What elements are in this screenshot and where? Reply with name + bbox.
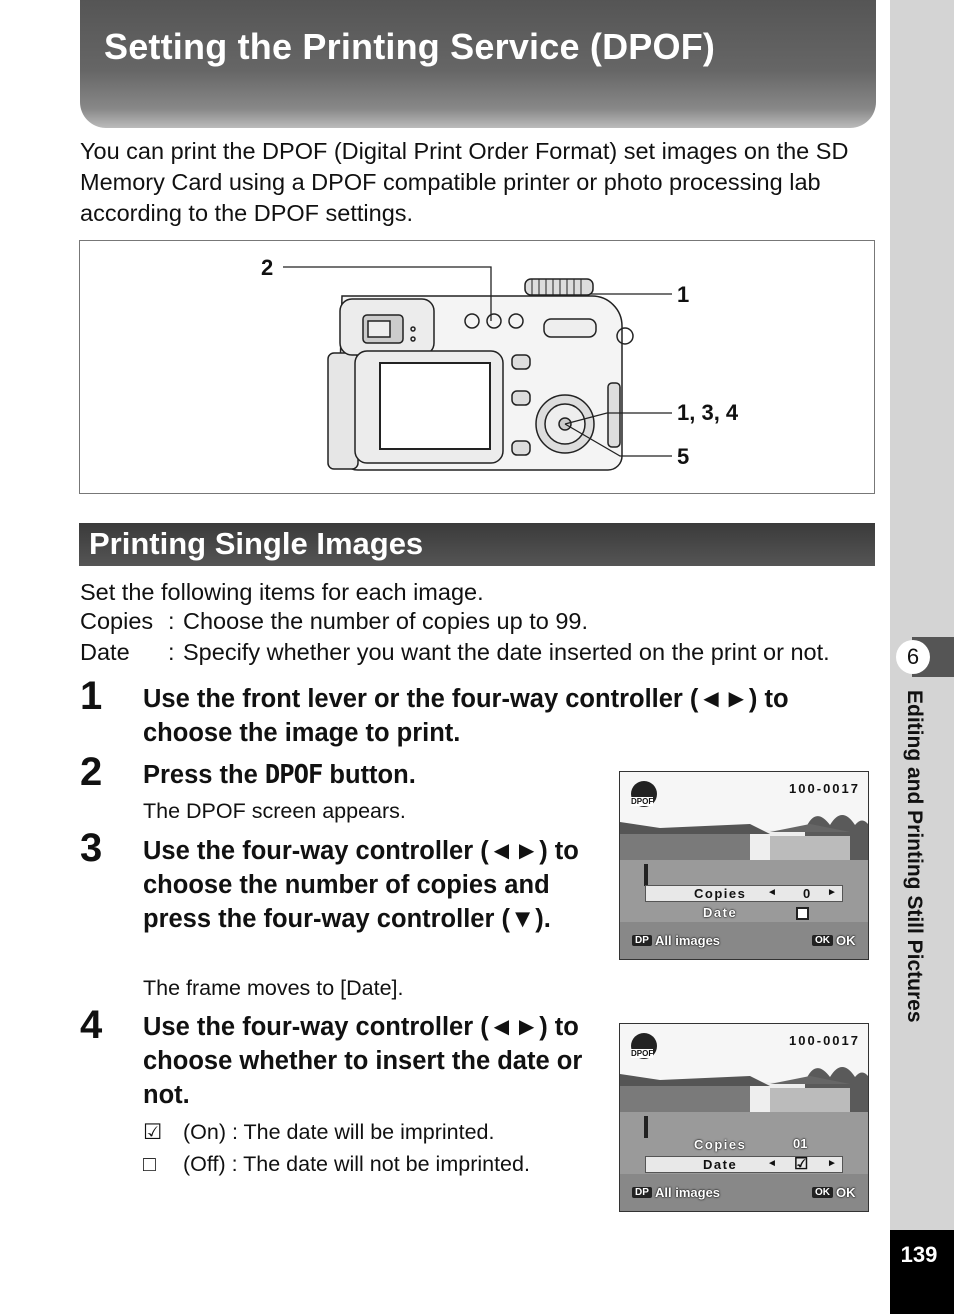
section-title: Printing Single Images (89, 526, 424, 561)
callout-2: 2 (261, 255, 274, 280)
step-3-text: Use the four-way controller (◄►) to choose the number of copies and press the four-way controller (▼). (143, 837, 579, 933)
camera-back-drawing (80, 241, 876, 495)
step-1-number: 1 (80, 674, 103, 718)
file-number: 100-0017 (789, 1033, 860, 1048)
empty-box-icon: □ (143, 1152, 156, 1176)
callout-5: 5 (677, 444, 690, 469)
callout-1: 1 (677, 282, 690, 307)
step-2-text-post: button. (322, 761, 416, 789)
ok-label: OK (836, 933, 856, 948)
copies-label: Copies (694, 1137, 747, 1152)
right-arrow-icon: ► (827, 887, 837, 898)
item-desc: Choose the number of copies up to 99. (183, 608, 588, 634)
date-label: Date (703, 1157, 738, 1172)
step-1-text: Use the front lever or the four-way controller (◄►) to choose the image to print. (143, 685, 789, 747)
dp-badge: DP (632, 935, 652, 946)
chapter-title: Editing and Printing Still Pictures (903, 690, 926, 1023)
page-number-box (890, 1230, 954, 1314)
left-arrow-icon: ◄ (767, 887, 777, 898)
copies-label: Copies (694, 886, 747, 901)
ok-badge: OK (812, 935, 833, 946)
callout-1-3-4: 1, 3, 4 (677, 400, 739, 425)
date-checkbox-icon (796, 907, 809, 920)
checked-box-icon: ☑ (143, 1120, 163, 1144)
date-checked-icon: ☑ (794, 1156, 809, 1173)
item-sep: : (168, 608, 175, 634)
item-term: Copies (80, 608, 154, 634)
left-arrow-icon: ◄ (767, 1158, 777, 1169)
step-3-number: 3 (80, 826, 103, 870)
screen-photo (620, 772, 869, 960)
title-banner (80, 0, 876, 128)
dpof-screen-copies (619, 771, 869, 960)
ok-label: OK (836, 1185, 856, 1200)
option-off-text: (Off) : The date will not be imprinted. (183, 1152, 530, 1176)
dpof-key-label: DPOF (264, 760, 323, 790)
step-2-text-pre: Press the (143, 761, 265, 789)
right-arrow-icon: ► (827, 1158, 837, 1169)
camera-illustration (79, 240, 875, 494)
dpof-screen-date (619, 1023, 869, 1212)
date-label: Date (703, 905, 738, 920)
item-desc: Specify whether you want the date inserted on the print or not. (183, 639, 830, 665)
intro-paragraph: You can print the DPOF (Digital Print Order Format) set images on the SD Memory Card using a DPOF compatible printer or photo processing lab according to the DPOF settings. (80, 138, 849, 226)
item-sep: : (168, 639, 175, 665)
dpof-logo-text: DPOF (631, 797, 654, 806)
copies-value: 01 (793, 1136, 808, 1151)
dpof-logo-text: DPOF (631, 1049, 654, 1058)
step-2-number: 2 (80, 750, 103, 794)
all-images-label: All images (655, 1185, 721, 1200)
screen-photo (620, 1024, 869, 1212)
section-header (79, 523, 875, 566)
chapter-number: 6 (896, 640, 930, 674)
all-images-label: All images (655, 933, 721, 948)
section-intro: Set the following items for each image. (80, 579, 484, 605)
step-4-number: 4 (80, 1003, 103, 1047)
step-2-text (143, 758, 603, 792)
step-2-note: The DPOF screen appears. (143, 799, 406, 823)
option-on-text: (On) : The date will be imprinted. (183, 1120, 495, 1144)
step-4-text: Use the four-way controller (◄►) to choose whether to insert the date or not. (143, 1013, 583, 1109)
ok-badge: OK (812, 1187, 833, 1198)
page-number: 139 (900, 1242, 938, 1267)
step-3-note: The frame moves to [Date]. (143, 976, 404, 1000)
date-row-highlight (645, 1156, 843, 1173)
item-term: Date (80, 639, 130, 665)
page-title: Setting the Printing Service (DPOF) (104, 26, 716, 67)
dp-badge: DP (632, 1187, 652, 1198)
file-number: 100-0017 (789, 781, 860, 796)
copies-value: 0 (803, 886, 811, 901)
